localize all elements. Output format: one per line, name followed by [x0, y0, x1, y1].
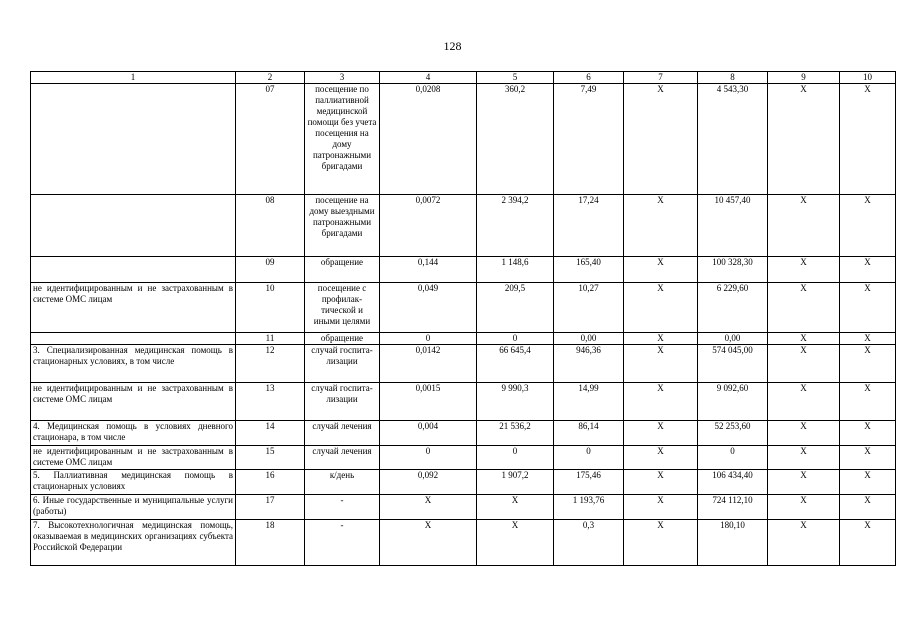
row-description-cell: не идентифицированным и не застрахованным в системе ОМС лицам: [31, 283, 236, 333]
page-number: 128: [443, 39, 462, 53]
value-cell-4: 0: [380, 333, 477, 345]
value-cell-5: 0: [477, 446, 554, 470]
header-cell: 4: [380, 72, 477, 84]
value-cell-9: X: [768, 520, 840, 566]
value-cell-6: 175,46: [554, 470, 624, 495]
row-code-cell: 09: [236, 257, 305, 283]
table-row: [31, 257, 896, 283]
row-code-cell: 16: [236, 470, 305, 495]
value-cell-9: X: [768, 283, 840, 333]
value-cell-5: X: [477, 520, 554, 566]
value-cell-7: X: [624, 333, 698, 345]
row-code-cell: 11: [236, 333, 305, 345]
value-cell-5: 0: [477, 333, 554, 345]
header-cell: 5: [477, 72, 554, 84]
value-cell-5: 360,2: [477, 84, 554, 195]
value-cell-10: X: [840, 84, 896, 195]
value-cell-8: 0: [698, 446, 768, 470]
value-cell-7: X: [624, 257, 698, 283]
value-cell-4: X: [380, 520, 477, 566]
value-cell-4: 0,004: [380, 421, 477, 446]
value-cell-7: X: [624, 84, 698, 195]
value-cell-4: 0: [380, 446, 477, 470]
value-cell-10: X: [840, 283, 896, 333]
unit-cell: посещение на дому выездными патронажными бригадами: [305, 195, 380, 257]
table-row: [31, 84, 896, 195]
value-cell-10: X: [840, 345, 896, 383]
unit-cell: случай лечения: [305, 446, 380, 470]
value-cell-10: X: [840, 333, 896, 345]
row-code-cell: 14: [236, 421, 305, 446]
value-cell-5: 21 536,2: [477, 421, 554, 446]
unit-cell: к/день: [305, 470, 380, 495]
value-cell-7: X: [624, 383, 698, 421]
value-cell-10: X: [840, 495, 896, 520]
unit-cell: посещение по паллиативной медицинской помощи без учета посещения на дому патронажными бригадами: [305, 84, 380, 195]
value-cell-4: 0,0142: [380, 345, 477, 383]
value-cell-9: X: [768, 421, 840, 446]
unit-cell: случай лечения: [305, 421, 380, 446]
header-cell: 8: [698, 72, 768, 84]
table-row: [31, 383, 896, 421]
value-cell-7: X: [624, 495, 698, 520]
value-cell-6: 86,14: [554, 421, 624, 446]
row-description-cell: [31, 195, 236, 257]
value-cell-9: X: [768, 446, 840, 470]
data-table: [30, 71, 896, 566]
value-cell-6: 0,00: [554, 333, 624, 345]
header-cell: 3: [305, 72, 380, 84]
value-cell-7: X: [624, 195, 698, 257]
unit-cell: обращение: [305, 257, 380, 283]
value-cell-7: X: [624, 283, 698, 333]
value-cell-5: 1 148,6: [477, 257, 554, 283]
value-cell-8: 574 045,00: [698, 345, 768, 383]
header-cell: 9: [768, 72, 840, 84]
value-cell-8: 6 229,60: [698, 283, 768, 333]
value-cell-8: 100 328,30: [698, 257, 768, 283]
header-cell: 7: [624, 72, 698, 84]
value-cell-5: X: [477, 495, 554, 520]
unit-cell: -: [305, 520, 380, 566]
value-cell-8: 0,00: [698, 333, 768, 345]
value-cell-6: 165,40: [554, 257, 624, 283]
value-cell-6: 14,99: [554, 383, 624, 421]
row-description-cell: [31, 84, 236, 195]
value-cell-6: 10,27: [554, 283, 624, 333]
value-cell-8: 4 543,30: [698, 84, 768, 195]
table-row: [31, 520, 896, 566]
table-row: [31, 345, 896, 383]
row-description-cell: 7. Высокотехнологичная медицинская помощь, оказываемая в медицинских организациях субъекта Российской Федерации: [31, 520, 236, 566]
row-code-cell: 18: [236, 520, 305, 566]
table-row: [31, 446, 896, 470]
row-code-cell: 07: [236, 84, 305, 195]
table-row: [31, 195, 896, 257]
table-row: [31, 421, 896, 446]
row-code-cell: 12: [236, 345, 305, 383]
value-cell-9: X: [768, 383, 840, 421]
value-cell-9: X: [768, 195, 840, 257]
row-description-cell: 6. Иные государственные и муниципальные услуги (работы): [31, 495, 236, 520]
row-code-cell: 15: [236, 446, 305, 470]
value-cell-5: 66 645,4: [477, 345, 554, 383]
value-cell-10: X: [840, 520, 896, 566]
value-cell-6: 7,49: [554, 84, 624, 195]
table-row: [31, 283, 896, 333]
table-row: [31, 333, 896, 345]
value-cell-8: 9 092,60: [698, 383, 768, 421]
value-cell-5: 2 394,2: [477, 195, 554, 257]
value-cell-9: X: [768, 333, 840, 345]
header-cell: 6: [554, 72, 624, 84]
value-cell-10: X: [840, 446, 896, 470]
row-description-cell: 3. Специализированная медицинская помощь в стационарных условиях, в том числе: [31, 345, 236, 383]
value-cell-6: 0,3: [554, 520, 624, 566]
value-cell-7: X: [624, 345, 698, 383]
value-cell-6: 946,36: [554, 345, 624, 383]
row-code-cell: 17: [236, 495, 305, 520]
value-cell-9: X: [768, 84, 840, 195]
value-cell-10: X: [840, 257, 896, 283]
header-cell: 10: [840, 72, 896, 84]
row-description-cell: не идентифицированным и не застрахованным в системе ОМС лицам: [31, 383, 236, 421]
table-row: [31, 470, 896, 495]
value-cell-5: 209,5: [477, 283, 554, 333]
row-description-cell: [31, 333, 236, 345]
value-cell-9: X: [768, 257, 840, 283]
header-row: [31, 72, 896, 84]
header-cell: 2: [236, 72, 305, 84]
value-cell-4: 0,0072: [380, 195, 477, 257]
value-cell-4: 0,092: [380, 470, 477, 495]
value-cell-4: 0,144: [380, 257, 477, 283]
value-cell-7: X: [624, 421, 698, 446]
value-cell-4: 0,0208: [380, 84, 477, 195]
value-cell-9: X: [768, 495, 840, 520]
value-cell-7: X: [624, 520, 698, 566]
row-description-cell: не идентифицированным и не застрахованным в системе ОМС лицам: [31, 446, 236, 470]
value-cell-10: X: [840, 470, 896, 495]
row-code-cell: 13: [236, 383, 305, 421]
value-cell-4: X: [380, 495, 477, 520]
row-code-cell: 10: [236, 283, 305, 333]
row-description-cell: 4. Медицинская помощь в условиях дневного стационара, в том числе: [31, 421, 236, 446]
value-cell-7: X: [624, 470, 698, 495]
value-cell-8: 724 112,10: [698, 495, 768, 520]
unit-cell: -: [305, 495, 380, 520]
value-cell-6: 17,24: [554, 195, 624, 257]
header-cell: 1: [31, 72, 236, 84]
row-code-cell: 08: [236, 195, 305, 257]
value-cell-6: 0: [554, 446, 624, 470]
value-cell-10: X: [840, 383, 896, 421]
unit-cell: посещение с профилак-тической и иными целями: [305, 283, 380, 333]
value-cell-8: 106 434,40: [698, 470, 768, 495]
unit-cell: обращение: [305, 333, 380, 345]
value-cell-5: 9 990,3: [477, 383, 554, 421]
value-cell-10: X: [840, 421, 896, 446]
row-description-cell: [31, 257, 236, 283]
value-cell-8: 10 457,40: [698, 195, 768, 257]
value-cell-8: 180,10: [698, 520, 768, 566]
value-cell-9: X: [768, 345, 840, 383]
value-cell-4: 0,049: [380, 283, 477, 333]
value-cell-6: 1 193,76: [554, 495, 624, 520]
value-cell-9: X: [768, 470, 840, 495]
table-row: [31, 495, 896, 520]
value-cell-5: 1 907,2: [477, 470, 554, 495]
unit-cell: случай госпита-лизации: [305, 345, 380, 383]
value-cell-10: X: [840, 195, 896, 257]
value-cell-7: X: [624, 446, 698, 470]
unit-cell: случай госпита-лизации: [305, 383, 380, 421]
value-cell-8: 52 253,60: [698, 421, 768, 446]
row-description-cell: 5. Паллиативная медицинская помощь в стационарных условиях: [31, 470, 236, 495]
value-cell-4: 0,0015: [380, 383, 477, 421]
